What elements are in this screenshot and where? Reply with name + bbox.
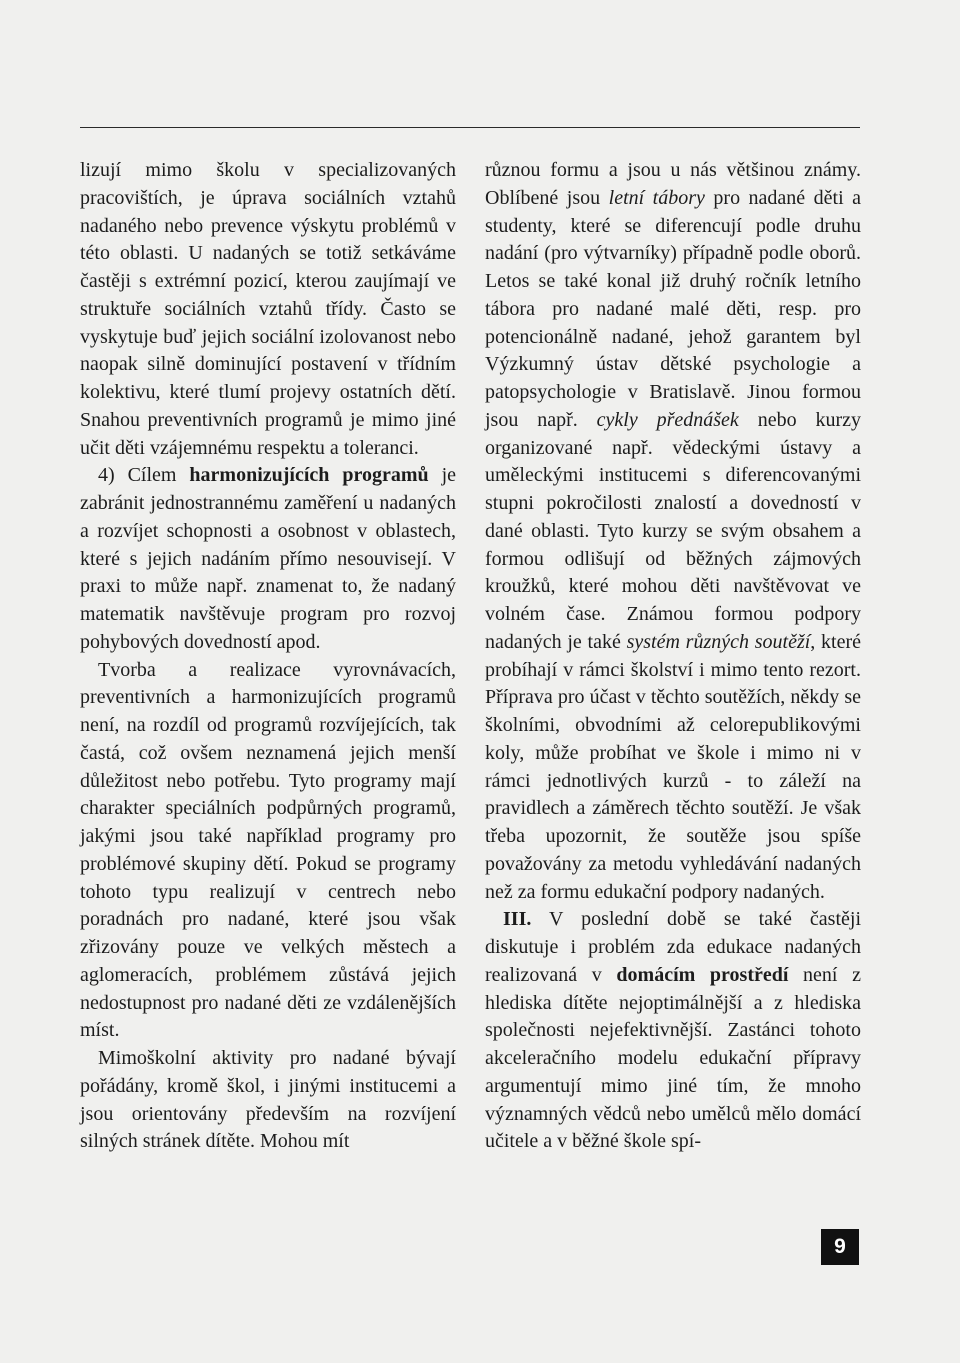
paragraph (80, 462, 456, 656)
text-run: je zabránit jednostrannému zaměření u nadaných a rozvíjet schopnosti a osobnost v oblastech, které s jejich nadáním přímo nesouvisejí. V praxi to může např. znamenat to, že nadaný matematik navštěvuje program pro rozvoj pohybových dovedností apod. (80, 464, 457, 653)
header-rule (80, 127, 860, 128)
italic-term: cykly přednášek (596, 408, 739, 431)
text-run: není z hlediska dítěte nejoptimálnější a z hlediska společnosti nejefektivnější. Zastánci tohoto akceleračního modelu edukační přípravy argumentují mimo jiné tím, že mnoho významných vědců nebo umělců mělo domácí učitele a v běžné škole spí- (485, 963, 861, 1153)
bold-term: domácím prostředí (616, 963, 789, 986)
section-numeral: III. (503, 908, 532, 931)
paragraph (485, 157, 861, 906)
paragraph: Mimoškolní aktivity pro nadané bývají pořádány, kromě škol, i jinými institucemi a jsou orientovány především na rozvíjení silných stránek dítěte. Mohou mít (80, 1047, 456, 1153)
page-number-badge: 9 (821, 1229, 859, 1265)
text-run: 4) Cílem (98, 464, 177, 487)
left-column (80, 157, 456, 1156)
bold-term: harmonizujících programů (189, 464, 429, 487)
paragraph: lizují mimo školu v specializovaných pracovištích, je úprava sociálních vztahů nadaného nebo prevence výskytu problémů v této oblasti. U nadaných se totiž setkáváme častěji s extrémní pozicí, kterou zaujímají ve struktuře sociálních vztahů třídy. Často se vyskytuje buď jejich sociální izolovanost nebo naopak silně dominující postavení v třídním kolektivu, které tlumí projevy ostatních dětí. Snahou preventivních programů je mimo jiné učit děti vzájemnému respektu a toleranci. (80, 159, 456, 459)
text-run: pro nadané děti a studenty, které se diferencují podle druhu nadání (pro výtvarníky) případně podle oborů. Letos se také konal již druhý ročník letního tábora pro nadané malé děti, resp. pro potencionálně nadané, jehož garantem byl Výzkumný ústav dětské psychologie a patopsychologie v Bratislavě. Jinou formou jsou např. (485, 186, 862, 431)
paragraph: Tvorba a realizace vyrovnávacích, preventivních a harmonizujících programů není, na rozdíl od programů rozvíjejících, tak častá, což ovšem neznamená jejich menší důležitost nebo potřebu. Tyto programy mají charakter speciálních podpůrných programů, jakými jsou také například programy pro problémové skupiny dětí. Pokud se programy tohoto typu realizují v centrech nebo poradnách pro nadané, které jsou však zřizovány pouze ve velkých městech a aglomeracích, problémem zůstává jejich nedostupnost pro nadané děti ze vzdálenějších míst. (80, 658, 456, 1042)
text-run: V poslední době se také častěji diskutuje i problém zda edukace nadaných realizovaná v (485, 908, 862, 986)
text-run: různou formu a jsou u nás většinou známy. Oblíbené jsou (485, 159, 861, 209)
right-column (485, 157, 861, 1156)
paragraph (485, 906, 861, 1156)
text-run: , které probíhají v rámci školství i mimo tento rezort. Příprava pro účast v těchto soutěžích, někdy se školními, obvodními až celorepublikovými koly, může probíhat ve škole i mimo ni v rámci jednotlivých kurzů - to záleží na pravidlech a záměrech těchto soutěží. Je však třeba upozornit, že soutěže jsou spíše považovány za metodu vyhledávání nadaných než za formu edukační podpory nadaných. (485, 630, 862, 903)
italic-term: systém různých soutěží (626, 630, 811, 653)
italic-term: letní tábory (608, 186, 705, 209)
text-run: nebo kurzy organizované např. vědeckými ústavy a uměleckými institucemi s diferencovanými stupni pokročilosti znalostí a dovedností v dané oblasti. Tyto kurzy se svým obsahem a formou odlišují od běžných zájmových kroužků, které mohou děti navštěvovat ve volném čase. Známou formou podpory nadaných je také (485, 408, 862, 653)
